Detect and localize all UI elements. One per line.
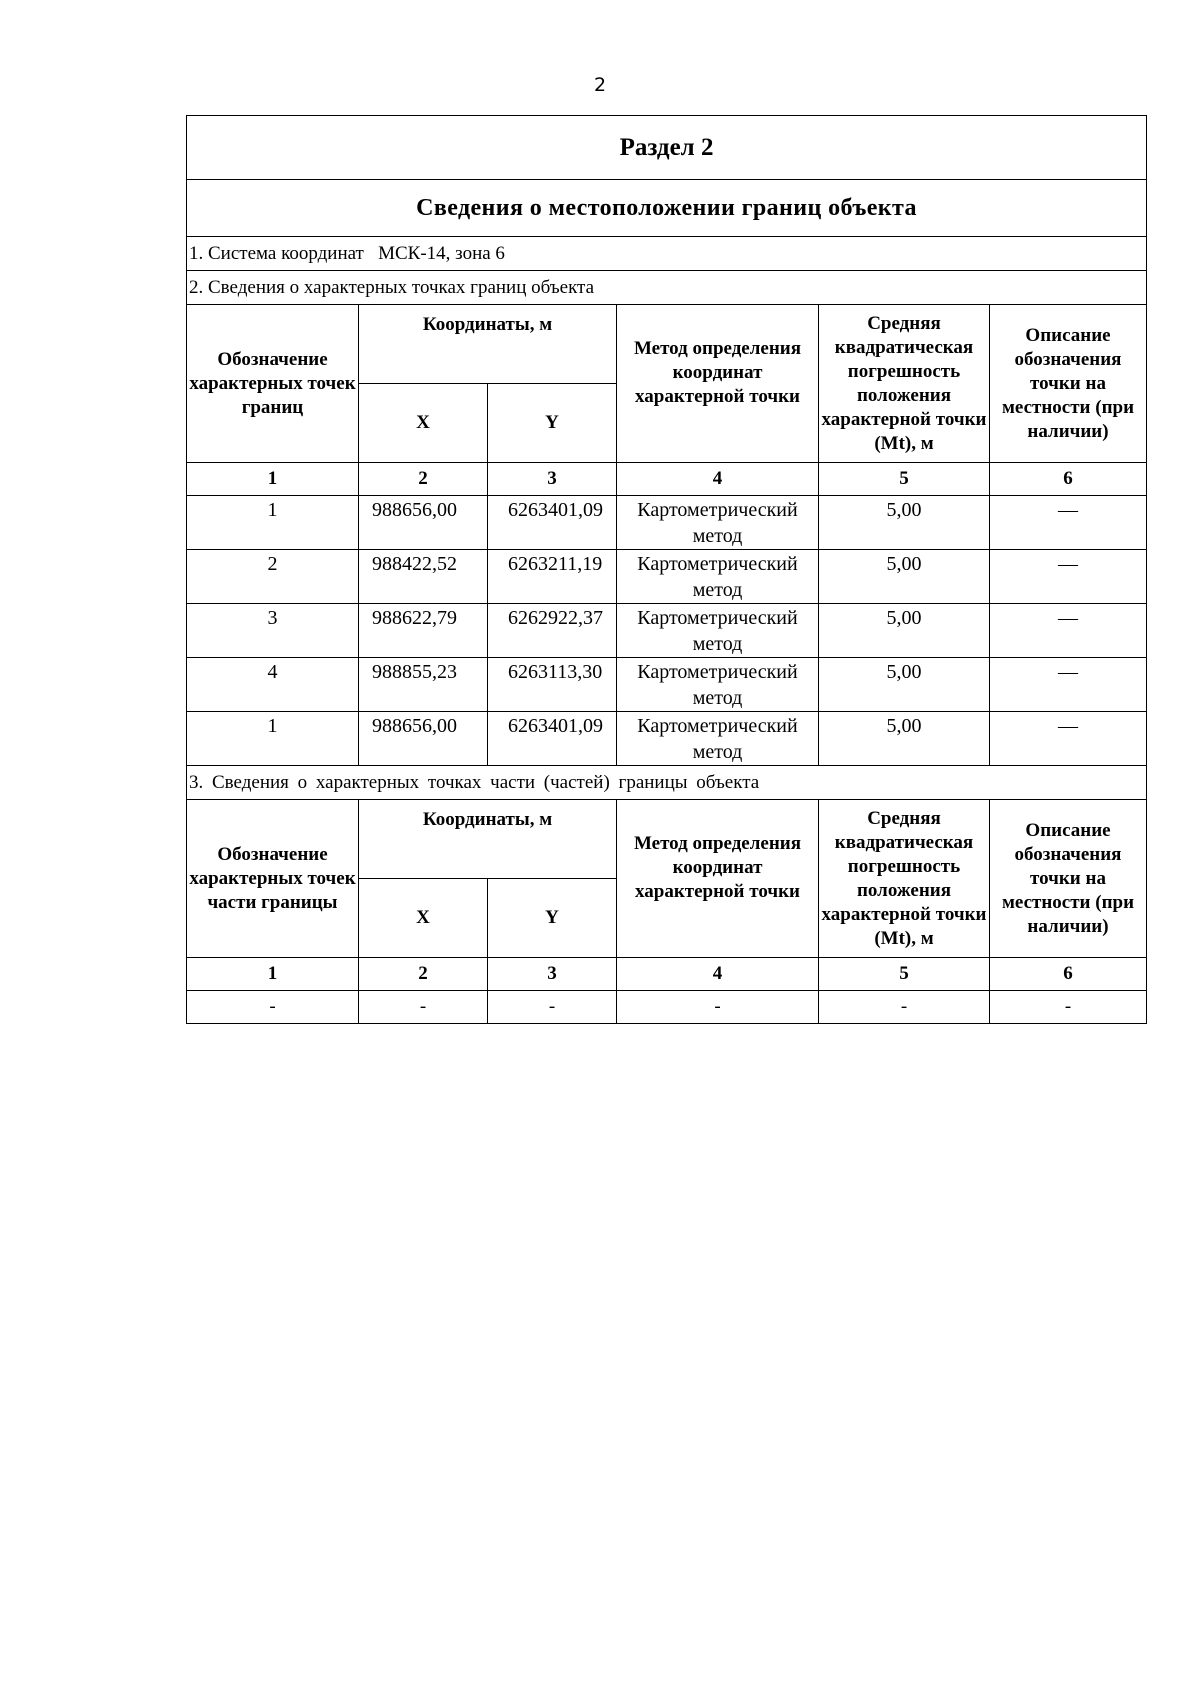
- description: —: [990, 496, 1147, 550]
- column-number: 1: [187, 463, 359, 496]
- header-method: Метод определения координат характерной точки: [617, 800, 819, 958]
- method: -: [617, 991, 819, 1024]
- column-number: 4: [617, 958, 819, 991]
- header-y: Y: [488, 879, 617, 958]
- parts-table-caption: 3. Сведения о характерных точках части (частей) границы объекта: [187, 766, 1147, 800]
- header-designation: Обозначение характерных точек границ: [187, 305, 359, 463]
- points-table-caption: 2. Сведения о характерных точках границ объекта: [187, 271, 1147, 305]
- coordinate-x: -: [359, 991, 488, 1024]
- column-number: 6: [990, 958, 1147, 991]
- point-number: 2: [187, 550, 359, 604]
- coordinate-x: 988656,00: [359, 712, 488, 766]
- method: Картометрический метод: [617, 550, 819, 604]
- method: Картометрический метод: [617, 496, 819, 550]
- method: Картометрический метод: [617, 712, 819, 766]
- coordinate-x: 988855,23: [359, 658, 488, 712]
- column-number: 3: [488, 958, 617, 991]
- description: —: [990, 604, 1147, 658]
- column-number: 2: [359, 463, 488, 496]
- description: -: [990, 991, 1147, 1024]
- coordinate-y: 6263401,09: [488, 496, 617, 550]
- column-number: 1: [187, 958, 359, 991]
- error: 5,00: [819, 604, 990, 658]
- header-method: Метод определения координат характерной точки: [617, 305, 819, 463]
- header-description: Описание обозначения точки на местности (при наличии): [990, 800, 1147, 958]
- column-number: 6: [990, 463, 1147, 496]
- coordinate-x: 988656,00: [359, 496, 488, 550]
- coordinate-y: -: [488, 991, 617, 1024]
- table-row: [187, 604, 1147, 658]
- description: —: [990, 658, 1147, 712]
- point-number: 1: [187, 712, 359, 766]
- method: Картометрический метод: [617, 658, 819, 712]
- error: 5,00: [819, 712, 990, 766]
- coordinate-x: 988422,52: [359, 550, 488, 604]
- header-x: X: [359, 879, 488, 958]
- section-title: Раздел 2: [187, 116, 1147, 180]
- coordinate-x: 988622,79: [359, 604, 488, 658]
- coordinate-system-value: МСК-14, зона 6: [378, 242, 505, 264]
- table-row: [187, 991, 1147, 1024]
- table-row: [187, 496, 1147, 550]
- boundary-document-table: [186, 115, 1147, 1024]
- point-number: 3: [187, 604, 359, 658]
- point-number: 1: [187, 496, 359, 550]
- table-row: [187, 712, 1147, 766]
- header-coordinates: Координаты, м: [359, 800, 617, 879]
- header-x: X: [359, 384, 488, 463]
- column-number: 5: [819, 463, 990, 496]
- error: 5,00: [819, 658, 990, 712]
- coordinate-system-row: [187, 237, 1147, 271]
- error: 5,00: [819, 550, 990, 604]
- coordinate-system-label: 1. Система координат: [189, 242, 364, 264]
- description: —: [990, 550, 1147, 604]
- column-number: 3: [488, 463, 617, 496]
- coordinate-y: 6263211,19: [488, 550, 617, 604]
- header-y: Y: [488, 384, 617, 463]
- description: —: [990, 712, 1147, 766]
- section-subtitle: Сведения о местоположении границ объекта: [187, 180, 1147, 237]
- point-number: 4: [187, 658, 359, 712]
- method: Картометрический метод: [617, 604, 819, 658]
- column-number: 2: [359, 958, 488, 991]
- table-row: [187, 658, 1147, 712]
- coordinate-y: 6262922,37: [488, 604, 617, 658]
- header-error: Средняя квадратическая погрешность положения характерной точки (Mt), м: [819, 800, 990, 958]
- coordinate-y: 6263113,30: [488, 658, 617, 712]
- header-description: Описание обозначения точки на местности (при наличии): [990, 305, 1147, 463]
- point-number: -: [187, 991, 359, 1024]
- header-coordinates: Координаты, м: [359, 305, 617, 384]
- header-error: Средняя квадратическая погрешность положения характерной точки (Mt), м: [819, 305, 990, 463]
- error: -: [819, 991, 990, 1024]
- error: 5,00: [819, 496, 990, 550]
- column-number: 5: [819, 958, 990, 991]
- coordinate-y: 6263401,09: [488, 712, 617, 766]
- table-row: [187, 550, 1147, 604]
- header-designation: Обозначение характерных точек части границы: [187, 800, 359, 958]
- column-number: 4: [617, 463, 819, 496]
- page-number: 2: [593, 74, 607, 96]
